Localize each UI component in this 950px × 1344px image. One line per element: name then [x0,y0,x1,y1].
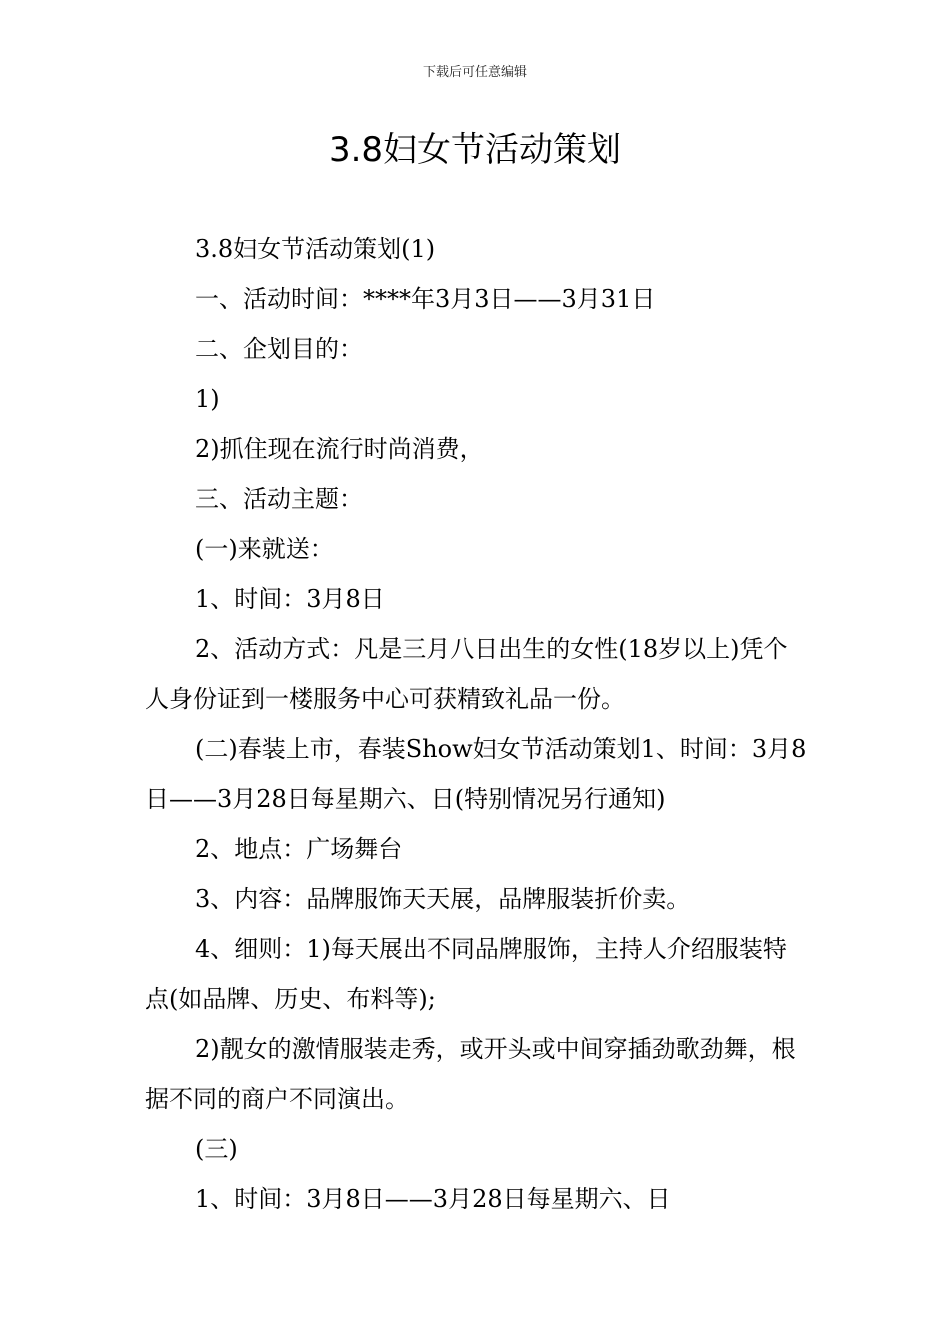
document-title: 3.8妇女节活动策划 [328,130,622,170]
header-note: 下载后可任意编辑 [422,65,527,80]
paragraph: 2)靓女的激情服装走秀，或开头或中间穿插劲歌劲舞，根据不同的商户不同演出。 [145,1035,796,1113]
paragraph: 4、细则：1)每天展出不同品牌服饰，主持人介绍服装特点(如品牌、历史、布料等); [145,935,787,1013]
paragraph: 3、内容：品牌服饰天天展，品牌服装折价卖。 [195,885,691,913]
paragraph: 1) [195,385,220,413]
paragraph: 1、时间：3月8日——3月28日每星期六、日 [195,1185,671,1213]
paragraph: 二、企划目的： [195,335,363,363]
paragraph: (一)来就送： [195,535,334,563]
paragraph: 2、活动方式：凡是三月八日出生的女性(18岁以上)凭个人身份证到一楼服务中心可获精致礼品一份。 [145,635,788,713]
document-body [145,224,810,1224]
paragraph: 三、活动主题： [195,485,363,513]
paragraph: 2)抓住现在流行时尚消费， [195,435,484,463]
paragraph: 一、活动时间：****年3月3日——3月31日 [195,285,656,313]
paragraph: (三) [195,1135,238,1163]
paragraph: 3.8妇女节活动策划(1) [195,235,436,263]
paragraph: (二)春装上市，春装Show妇女节活动策划1、时间：3月8日——3月28日每星期六、日(特别情况另行通知) [145,735,807,813]
paragraph: 2、地点：广场舞台 [195,835,403,863]
paragraph: 1、时间：3月8日 [195,585,385,613]
